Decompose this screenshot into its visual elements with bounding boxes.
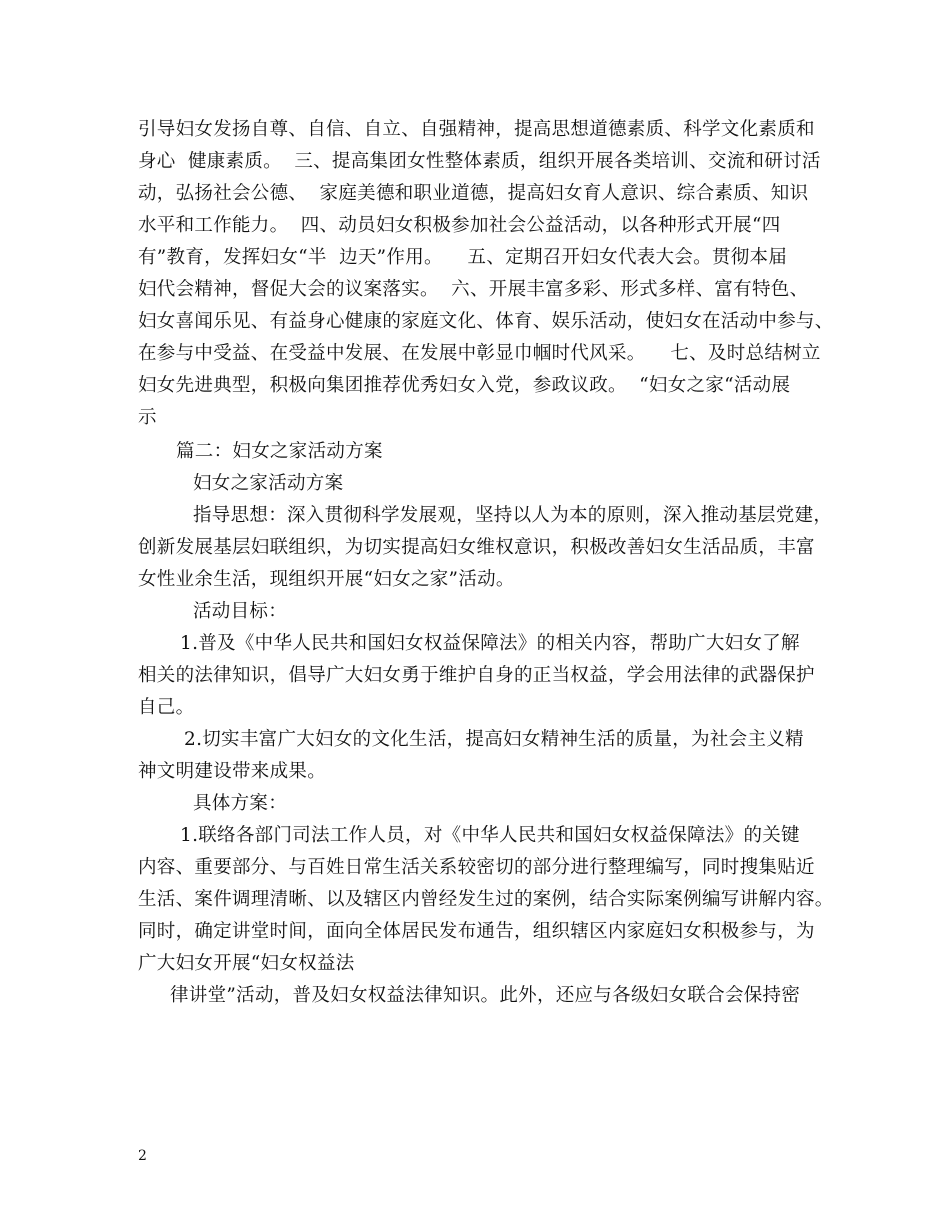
body-line-5: 有”教育，发挥妇女“半 边天”作用。 五、定期召开妇女代表大会。贯彻本届 [138, 247, 788, 268]
body-line-8: 在参与中受益、在受益中发展、在发展中彰显巾帼时代风采。 七、及时总结树立 [138, 343, 821, 364]
body-line-18: 相关的法律知识，倡导广大妇女勇于维护自身的正当权益，学会用法律的武器保护 [138, 665, 815, 686]
body-line-9: 妇女先进典型，积极向集团推荐优秀妇女入党，参政议政。 “妇女之家“活动展 [138, 375, 791, 396]
body-line-17: 1.普及《中华人民共和国妇女权益保障法》的相关内容，帮助广大妇女了解 [180, 633, 800, 654]
subheading-goals: 活动目标： [193, 601, 288, 622]
page-number: 2 [138, 1148, 147, 1164]
body-line-3: 动，弘扬社会公德、 家庭美德和职业道德，提高妇女育人意识、综合素质、知识 [138, 183, 809, 204]
body-line-28: 律讲堂”活动，普及妇女权益法律知识。此外，还应与各级妇女联合会保持密 [170, 985, 801, 1006]
body-line-2: 身心 健康素质。 三、提高集团女性整体素质，组织开展各类培训、交流和研讨活 [138, 151, 821, 172]
body-line-25: 生活、案件调理清晰、以及辖区内曾经发生过的案例，结合实际案例编写讲解内容。 [138, 889, 834, 910]
body-line-4: 水平和工作能力。 四、动员妇女积极参加社会公益活动，以各种形式开展“四 [138, 215, 781, 236]
body-line-27: 广大妇女开展“妇女权益法 [138, 953, 355, 974]
section-title: 妇女之家活动方案 [193, 473, 344, 494]
body-line-23: 1.联络各部门司法工作人员，对《中华人民共和国妇女权益保障法》的关键 [180, 825, 800, 846]
body-line-15: 女性业余生活，现组织开展“妇女之家”活动。 [138, 569, 515, 590]
body-line-20: 2.切实丰富广大妇女的文化生活，提高妇女精神生活的质量，为社会主义精 [184, 729, 804, 750]
body-line-19: 自己。 [138, 697, 195, 718]
body-line-21: 神文明建设带来成果。 [138, 761, 327, 782]
body-line-14: 创新发展基层妇联组织，为切实提高妇女维权意识，积极改善妇女生活品质，丰富 [138, 537, 815, 558]
subheading-plan: 具体方案： [193, 793, 288, 814]
body-line-24: 内容、重要部分、与百姓日常生活关系较密切的部分进行整理编写，同时搜集贴近 [138, 857, 815, 878]
section-heading: 篇二：妇女之家活动方案 [176, 441, 383, 462]
body-line-10: 示 [138, 407, 157, 428]
body-line-7: 妇女喜闻乐见、有益身心健康的家庭文化、体育、娱乐活动，使妇女在活动中参与、 [138, 311, 834, 332]
body-line-1: 引导妇女发扬自尊、自信、自立、自强精神，提高思想道德素质、科学文化素质和 [138, 119, 815, 140]
body-line-26: 同时，确定讲堂时间，面向全体居民发布通告，组织辖区内家庭妇女积极参与，为 [138, 921, 815, 942]
body-line-6: 妇代会精神，督促大会的议案落实。 六、开展丰富多彩、形式多样、富有特色、 [138, 279, 809, 300]
body-line-13: 指导思想：深入贯彻科学发展观，坚持以人为本的原则，深入推动基层党建， [193, 505, 833, 526]
